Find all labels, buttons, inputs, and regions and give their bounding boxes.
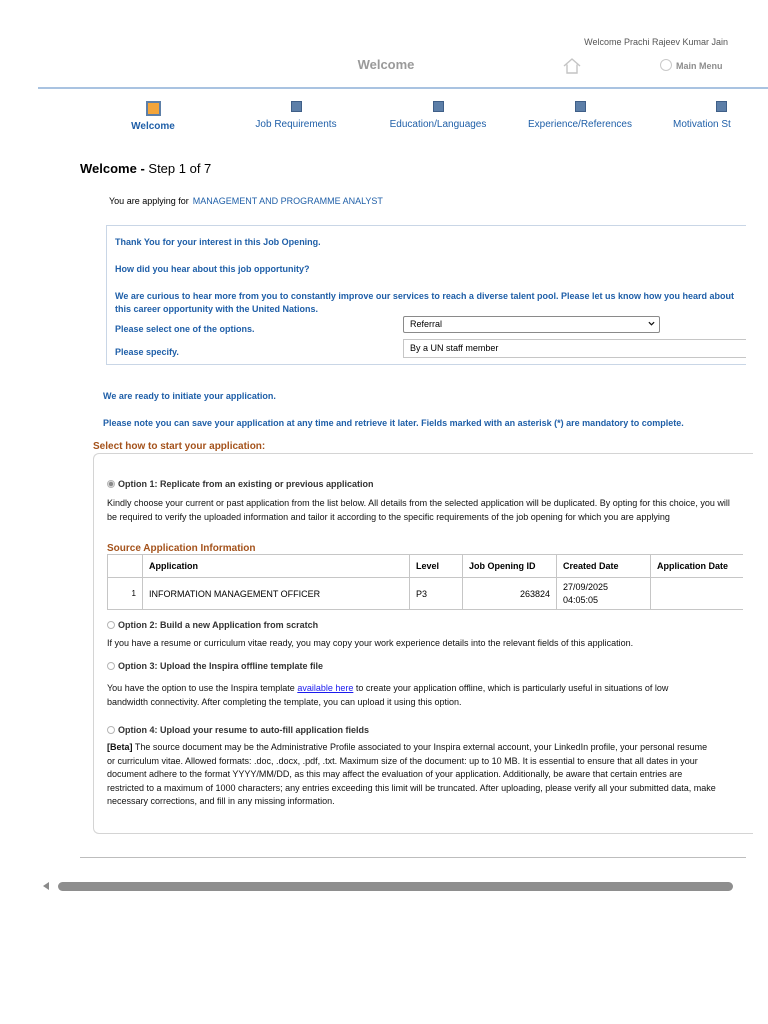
step-motivation-icon — [716, 101, 727, 112]
col-level: Level — [410, 555, 463, 578]
created-date: 27/09/2025 — [563, 581, 609, 592]
step-label: Education/Languages — [389, 119, 487, 130]
bottom-divider — [80, 857, 746, 858]
option4-description — [107, 741, 717, 809]
step-job-requirements-icon — [291, 101, 302, 112]
option1-radio[interactable] — [107, 480, 115, 488]
main-menu-link[interactable]: Main Menu — [676, 61, 723, 71]
cell-level: P3 — [410, 578, 463, 610]
question-text: How did you hear about this job opportunity? — [115, 264, 310, 274]
thanks-text: Thank You for your interest in this Job Opening. — [115, 237, 321, 247]
source-select[interactable] — [403, 316, 660, 333]
option1-description: Kindly choose your current or past application from the list below. All details from the selected application will be duplicated. By opting for this choice, you will be required to verify the uploaded information and tailor it according to the specific requirements of the job opening for which you are applying — [107, 498, 730, 522]
option3-description — [107, 682, 707, 709]
option4-radio[interactable] — [107, 726, 115, 734]
job-title: MANAGEMENT AND PROGRAMME ANALYST — [192, 196, 383, 206]
table-header-num — [108, 555, 143, 578]
template-download-link[interactable]: available here — [297, 683, 354, 693]
page-header-title: Welcome — [357, 57, 415, 72]
step-experience-references-icon — [575, 101, 586, 112]
option4-row[interactable] — [107, 725, 369, 735]
col-job-opening-id: Job Opening ID — [463, 555, 557, 578]
home-icon[interactable] — [562, 56, 582, 76]
option3-row[interactable] — [107, 661, 323, 671]
option1-title: Option 1: Replicate from an existing or previous application — [118, 479, 374, 489]
step-experience-references[interactable] — [526, 101, 634, 130]
ready-text: We are ready to initiate your application. — [103, 391, 276, 401]
step-motivation[interactable] — [673, 101, 768, 130]
welcome-user-text: Welcome Prachi Rajeev Kumar Jain — [584, 37, 728, 47]
step-label: Motivation St — [673, 119, 731, 130]
page-title — [80, 161, 211, 176]
table-header-row — [108, 555, 744, 578]
option3-radio[interactable] — [107, 662, 115, 670]
option1-row[interactable] — [107, 479, 374, 489]
option4-title: Option 4: Upload your resume to auto-fill application fields — [118, 725, 370, 735]
specify-field[interactable] — [403, 339, 746, 358]
option3-text-before: You have the option to use the Inspira template — [107, 683, 298, 693]
page-title-bold: Welcome - — [80, 161, 145, 176]
step-job-requirements[interactable] — [253, 101, 339, 130]
option2-radio[interactable] — [107, 621, 115, 629]
option3-title: Option 3: Upload the Inspira offline template file — [118, 661, 324, 671]
option2-title: Option 2: Build a new Application from scratch — [118, 620, 319, 630]
table-row[interactable] — [108, 578, 744, 610]
curious-text: We are curious to hear more from you to constantly improve our services to reach a diverse talent pool. Please let us know how you heard about this career opportunity with the United Nations. — [115, 291, 734, 314]
page-title-step: Step 1 of 7 — [144, 161, 212, 176]
option3-text-after: to create your application offline, which is particularly useful in situations of low bandwidth connectivity. After completing the template, you can upload it using this option. — [107, 683, 669, 707]
cell-application-date — [651, 578, 744, 610]
source-select-value: Referral — [410, 319, 443, 329]
scroll-left-icon[interactable] — [43, 882, 49, 890]
col-application: Application — [143, 555, 410, 578]
step-welcome[interactable] — [130, 101, 176, 132]
specify-label: Please specify. — [115, 347, 179, 357]
beta-tag: [Beta] — [107, 742, 133, 752]
option2-description: If you have a resume or curriculum vitae ready, you may copy your work experience details into the relevant fields of this application. — [107, 638, 634, 648]
step-label: Job Requirements — [255, 119, 337, 130]
row-number: 1 — [108, 578, 143, 610]
cell-created-date — [557, 578, 651, 610]
cell-application: INFORMATION MANAGEMENT OFFICER — [143, 578, 410, 610]
save-note-text: Please note you can save your application at any time and retrieve it later. Fields marked with an asterisk (*) are mandatory to complete. — [103, 418, 684, 428]
option4-text: The source document may be the Administrative Profile associated to your Inspira external account, your LinkedIn profile, your personal resume or curriculum vitae. Allowed formats: .doc, .docx, .pdf, .txt. Maximum size of the document: up to 10 MB. It is essential to ensure that all dates in your document adhere to the format YYYY/MM/DD, as this may affect the evaluation of your application. Additionally, be aware that certain entries are restricted to a maximum of 1000 characters; any entries exceeding this limit will be truncated. After uploading, please verify all your submitted data, make necessary corrections, and fill in any missing information. — [107, 742, 716, 806]
step-label: Welcome — [131, 121, 175, 132]
step-welcome-icon — [146, 101, 161, 116]
step-education-languages[interactable] — [388, 101, 488, 130]
horizontal-scrollbar[interactable] — [58, 882, 733, 891]
select-option-label: Please select one of the options. — [115, 324, 255, 334]
step-education-languages-icon — [433, 101, 444, 112]
specify-field-value: By a UN staff member — [410, 343, 499, 353]
col-application-date: Application Date — [651, 555, 744, 578]
cell-job-opening-id: 263824 — [463, 578, 557, 610]
created-time: 04:05:05 — [563, 594, 599, 605]
option2-row[interactable] — [107, 620, 318, 630]
header-divider — [38, 87, 768, 89]
col-created-date: Created Date — [557, 555, 651, 578]
applying-for-label: You are applying for — [109, 196, 189, 206]
source-application-table — [107, 554, 743, 610]
step-label: Experience/References — [528, 119, 632, 130]
applying-for — [109, 196, 383, 206]
main-menu-icon[interactable] — [660, 59, 672, 71]
source-application-header: Source Application Information — [107, 543, 256, 554]
chevron-down-icon — [648, 320, 655, 327]
start-application-header: Select how to start your application: — [93, 441, 266, 452]
